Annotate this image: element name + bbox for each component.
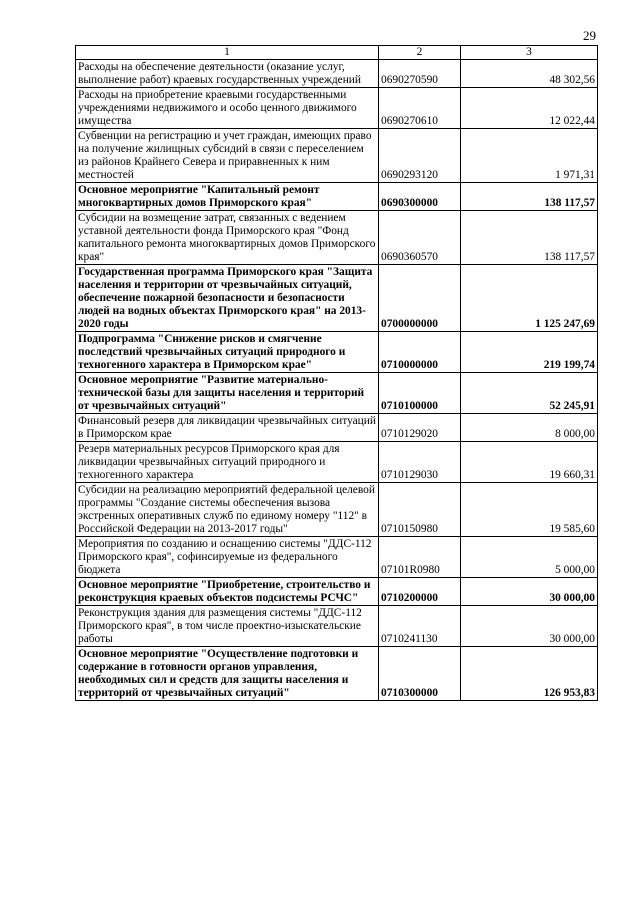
row-code-cell: 0710300000 bbox=[379, 647, 461, 701]
table-row bbox=[76, 265, 598, 332]
row-name-cell: Расходы на обеспечение деятельности (оказание услуг, выполнение работ) краевых государственных учреждений bbox=[76, 60, 379, 88]
row-name-cell: Мероприятия по созданию и оснащению системы "ДДС-112 Приморского края", софинсируемые из федерального бюджета bbox=[76, 537, 379, 578]
table-row bbox=[76, 332, 598, 373]
header-row bbox=[76, 46, 598, 60]
row-amount-cell: 12 022,44 bbox=[461, 88, 598, 129]
page-number: 29 bbox=[583, 28, 596, 43]
table-row bbox=[76, 129, 598, 183]
row-code-cell: 0690270590 bbox=[379, 60, 461, 88]
table-row bbox=[76, 211, 598, 265]
row-code-cell: 0690360570 bbox=[379, 211, 461, 265]
row-name-cell: Финансовый резерв для ликвидации чрезвычайных ситуаций в Приморском крае bbox=[76, 414, 379, 442]
row-amount-cell: 30 000,00 bbox=[461, 606, 598, 647]
column-header-2: 2 bbox=[379, 46, 461, 60]
row-code-cell: 0710129020 bbox=[379, 414, 461, 442]
table-row bbox=[76, 373, 598, 414]
row-name-cell: Резерв материальных ресурсов Приморского края для ликвидации чрезвычайных ситуаций природного и техногенного характера bbox=[76, 442, 379, 483]
row-name-cell: Субсидии на реализацию мероприятий федеральной целевой программы "Создание системы обеспечения вызова экстренных оперативных служб по единому номеру "112" в Российской Федерации на 2013-2017 годы" bbox=[76, 483, 379, 537]
budget-table bbox=[75, 45, 598, 701]
row-name-cell: Реконструкция здания для размещения системы "ДДС-112 Приморского края", в том числе проектно-изыскательские работы bbox=[76, 606, 379, 647]
row-code-cell: 0710200000 bbox=[379, 578, 461, 606]
table-row bbox=[76, 537, 598, 578]
row-code-cell: 0690270610 bbox=[379, 88, 461, 129]
row-code-cell: 0710100000 bbox=[379, 373, 461, 414]
row-name-cell: Расходы на приобретение краевыми государственными учреждениями недвижимого и особо ценного движимого имущества bbox=[76, 88, 379, 129]
table-row bbox=[76, 183, 598, 211]
row-code-cell: 0700000000 bbox=[379, 265, 461, 332]
table-row bbox=[76, 60, 598, 88]
row-code-cell: 0710241130 bbox=[379, 606, 461, 647]
row-amount-cell: 30 000,00 bbox=[461, 578, 598, 606]
table-header bbox=[76, 46, 598, 60]
row-amount-cell: 48 302,56 bbox=[461, 60, 598, 88]
row-amount-cell: 1 971,31 bbox=[461, 129, 598, 183]
table-row bbox=[76, 442, 598, 483]
row-name-cell: Субсидии на возмещение затрат, связанных с ведением уставной деятельности фонда Приморского края "Фонд капитального ремонта многоквартирных домов Приморского края" bbox=[76, 211, 379, 265]
row-amount-cell: 8 000,00 bbox=[461, 414, 598, 442]
row-code-cell: 0690300000 bbox=[379, 183, 461, 211]
table-row bbox=[76, 647, 598, 701]
row-name-cell: Государственная программа Приморского края "Защита населения и территории от чрезвычайных ситуаций, обеспечение пожарной безопасности и безопасности людей на водных объектах Приморского края" на 2013-2020 годы bbox=[76, 265, 379, 332]
table-row bbox=[76, 606, 598, 647]
row-amount-cell: 5 000,00 bbox=[461, 537, 598, 578]
row-code-cell: 0710000000 bbox=[379, 332, 461, 373]
row-code-cell: 0710150980 bbox=[379, 483, 461, 537]
table-row bbox=[76, 88, 598, 129]
row-amount-cell: 138 117,57 bbox=[461, 183, 598, 211]
table-row bbox=[76, 414, 598, 442]
row-code-cell: 07101R0980 bbox=[379, 537, 461, 578]
row-amount-cell: 52 245,91 bbox=[461, 373, 598, 414]
row-name-cell: Основное мероприятие "Капитальный ремонт многоквартирных домов Приморского края" bbox=[76, 183, 379, 211]
row-name-cell: Субвенции на регистрацию и учет граждан, имеющих право на получение жилищных субсидий в связи с переселением из районов Крайнего Севера и приравненных к ним местностей bbox=[76, 129, 379, 183]
row-code-cell: 0710129030 bbox=[379, 442, 461, 483]
row-amount-cell: 19 585,60 bbox=[461, 483, 598, 537]
column-header-1: 1 bbox=[76, 46, 379, 60]
row-amount-cell: 126 953,83 bbox=[461, 647, 598, 701]
table-row bbox=[76, 578, 598, 606]
column-header-3: 3 bbox=[461, 46, 598, 60]
row-name-cell: Подпрограмма "Снижение рисков и смягчение последствий чрезвычайных ситуаций природного и техногенного характера в Приморском крае" bbox=[76, 332, 379, 373]
table-row bbox=[76, 483, 598, 537]
row-name-cell: Основное мероприятие "Приобретение, строительство и реконструкция краевых объектов подсистемы РСЧС" bbox=[76, 578, 379, 606]
row-amount-cell: 1 125 247,69 bbox=[461, 265, 598, 332]
row-name-cell: Основное мероприятие "Развитие материально-технической базы для защиты населения и территорий от чрезвычайных ситуаций" bbox=[76, 373, 379, 414]
row-amount-cell: 138 117,57 bbox=[461, 211, 598, 265]
row-code-cell: 0690293120 bbox=[379, 129, 461, 183]
row-amount-cell: 219 199,74 bbox=[461, 332, 598, 373]
row-amount-cell: 19 660,31 bbox=[461, 442, 598, 483]
table-body bbox=[76, 60, 598, 701]
row-name-cell: Основное мероприятие "Осуществление подготовки и содержание в готовности органов управления, необходимых сил и средств для защиты населения и территорий от чрезвычайных ситуаций" bbox=[76, 647, 379, 701]
